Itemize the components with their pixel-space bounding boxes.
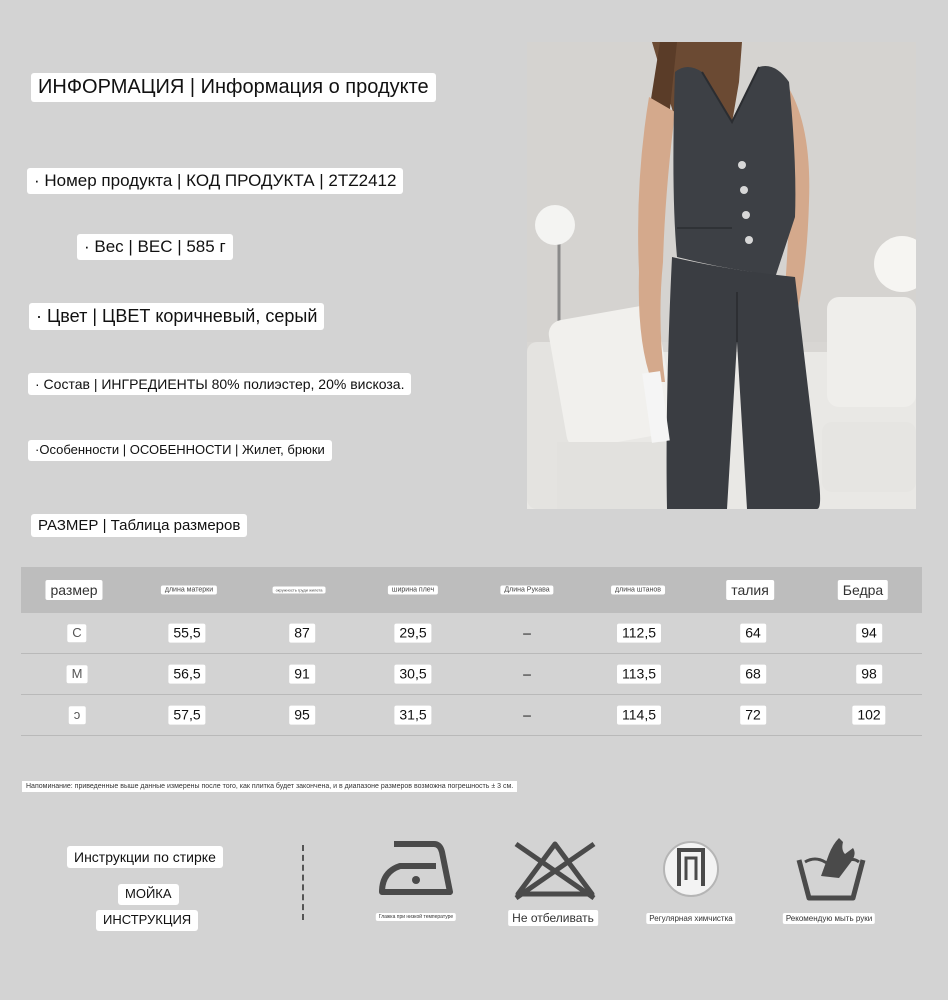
cell-sleeve: – <box>523 706 531 723</box>
header-pants-length: длина штанов <box>611 586 665 595</box>
table-row <box>21 613 922 654</box>
cell-length: 56,5 <box>168 665 205 684</box>
care-label-hand-wash: Рекомендую мыть руки <box>783 913 875 924</box>
cell-size: ɔ <box>69 706 86 724</box>
header-size: размер <box>45 580 102 600</box>
product-color: · Цвет | ЦВЕТ коричневый, серый <box>29 303 324 330</box>
cell-hips: 94 <box>856 624 882 643</box>
care-wash-label: МОЙКА <box>118 884 179 905</box>
cell-length: 57,5 <box>168 706 205 725</box>
size-table <box>21 567 922 736</box>
cell-waist: 68 <box>740 665 766 684</box>
no-bleach-icon <box>512 838 598 900</box>
header-chest: окружность груди жилета <box>273 587 326 594</box>
care-label-iron: Глажка при низкой температуре <box>376 913 456 921</box>
size-title: РАЗМЕР | Таблица размеров <box>31 514 247 537</box>
cell-shoulder: 30,5 <box>394 665 431 684</box>
header-waist: талия <box>726 580 774 600</box>
header-sleeve: Длина Рукава <box>500 586 553 595</box>
cell-pants-length: 114,5 <box>617 706 661 725</box>
cell-chest: 87 <box>289 624 315 643</box>
product-features: ·Особенности | ОСОБЕННОСТИ | Жилет, брюки <box>28 440 332 461</box>
divider <box>302 845 304 920</box>
cell-waist: 72 <box>740 706 766 725</box>
product-number: · Номер продукта | КОД ПРОДУКТА | 2TZ2412 <box>27 168 403 194</box>
table-row <box>21 654 922 695</box>
header-shoulder: ширина плеч <box>388 586 438 595</box>
product-weight: · Вес | ВЕС | 585 г <box>77 234 233 260</box>
cell-chest: 91 <box>289 665 315 684</box>
cell-pants-length: 113,5 <box>617 665 661 684</box>
cell-sleeve: – <box>523 665 531 682</box>
cell-waist: 64 <box>740 624 766 643</box>
info-title: ИНФОРМАЦИЯ | Информация о продукте <box>31 73 436 102</box>
cell-chest: 95 <box>289 706 315 725</box>
header-length: длина матерки <box>161 586 217 595</box>
product-composition: · Состав | ИНГРЕДИЕНТЫ 80% полиэстер, 20% вискоза. <box>28 373 411 395</box>
cell-sleeve: – <box>523 624 531 641</box>
cell-shoulder: 29,5 <box>394 624 431 643</box>
hand-wash-icon <box>795 832 867 902</box>
iron-icon <box>378 838 454 898</box>
cell-hips: 98 <box>856 665 882 684</box>
care-label-no-bleach: Не отбеливать <box>508 910 598 926</box>
cell-pants-length: 112,5 <box>617 624 661 643</box>
cell-size: М <box>67 665 88 683</box>
care-instruction-label: ИНСТРУКЦИЯ <box>96 910 198 931</box>
product-photo <box>527 42 916 509</box>
header-hips: Бедра <box>838 580 888 600</box>
care-title: Инструкции по стирке <box>67 846 223 868</box>
cell-size: С <box>67 624 86 642</box>
dry-clean-icon <box>662 836 720 902</box>
table-row <box>21 695 922 736</box>
measurement-note: Напоминание: приведенные выше данные измерены после того, как плитка будет закончена, и в диапазоне размеров возможна погрешность ± 3 см. <box>22 781 517 792</box>
size-table-header <box>21 567 922 613</box>
cell-shoulder: 31,5 <box>394 706 431 725</box>
care-label-dry-clean: Регулярная химчистка <box>646 913 735 924</box>
model-wearing-vest-and-trousers <box>527 42 916 509</box>
cell-hips: 102 <box>852 706 885 725</box>
cell-length: 55,5 <box>168 624 205 643</box>
